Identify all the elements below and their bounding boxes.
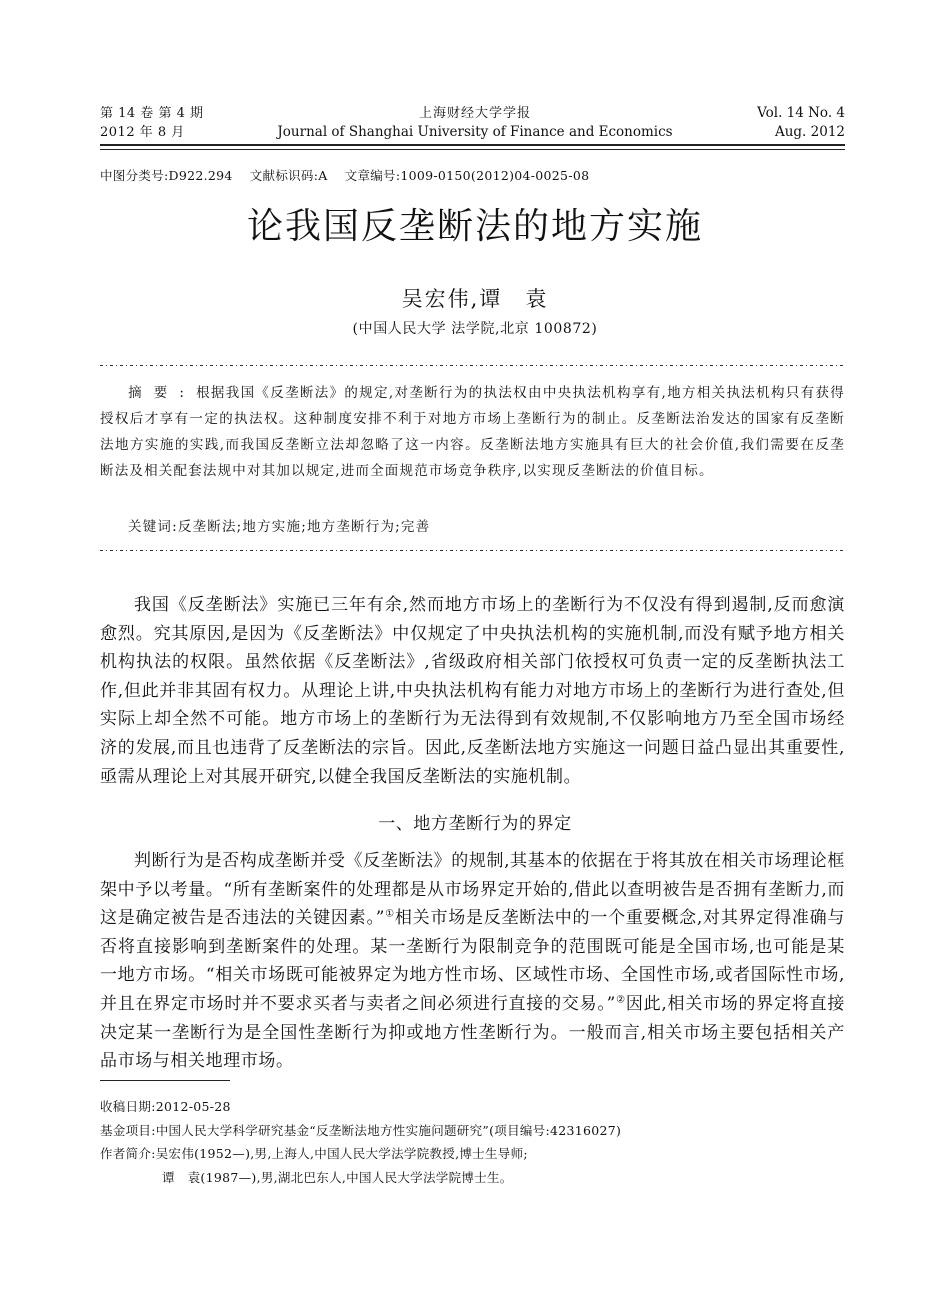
header-journal-cn: 上海财经大学学报	[418, 106, 531, 121]
header-center	[250, 104, 700, 142]
footnote-fund: 基金项目:中国人民大学科学研究基金“反垄断法地方性实施问题研究”(项目编号:42316027)	[100, 1122, 622, 1138]
header-volume: 第 14 卷 第 4 期	[100, 106, 204, 121]
abstract-top-divider	[100, 362, 845, 368]
footnote-divider	[100, 1080, 230, 1081]
body-paragraph-2-part-c: 因此,相关市场的界定将直接决定某一垄断行为是全国性垄断行为抑或地方性垄断行为。一般而言,相关市场主要包括相关产品市场与相关地理市场。	[100, 993, 845, 1072]
abstract	[100, 380, 845, 484]
header-rule-thin	[100, 149, 845, 150]
body-paragraph-1: 我国《反垄断法》实施已三年有余,然而地方市场上的垄断行为不仅没有得到遏制,反而愈演愈烈。究其原因,是因为《反垄断法》中仅规定了中央执法机构的实施机制,而没有赋予地方相关机构执法的权限。虽然依据《反垄断法》,省级政府相关部门依授权可负责一定的反垄断执法工作,但此并非其固有权力。从理论上讲,中央执法机构有能力对地方市场上的垄断行为进行查处,但实际上却全然不可能。地方市场上的垄断行为无法得到有效规制,不仅影响地方乃至全国市场经济的发展,而且也违背了反垄断法的宗旨。因此,反垄断法地方实施这一问题日益凸显出其重要性,亟需从理论上对其展开研究,以健全我国反垄断法的实施机制。	[100, 595, 845, 787]
header-month: Aug. 2012	[774, 124, 845, 140]
body-section-1	[100, 847, 845, 1076]
keywords-text: 反垄断法;地方实施;地方垄断行为;完善	[177, 519, 431, 535]
abstract-text: 根据我国《反垄断法》的规定,对垄断行为的执法权由中央执法机构享有,地方相关执法机构只有获得授权后才享有一定的执法权。这种制度安排不利于对地方市场上垄断行为的制止。反垄断法治发达的国家有反垄断法地方实施的实践,而我国反垄断立法却忽略了这一内容。反垄断法地方实施具有巨大的社会价值,我们需要在反垄断法及相关配套法规中对其加以规定,进而全面规范市场竞争秩序,以实现反垄断法的价值目标。	[100, 385, 845, 479]
authors: 吴宏伟,谭 袁	[401, 287, 549, 311]
section-heading-1: 一、地方垄断行为的界定	[378, 814, 572, 834]
classification-line: 中图分类号:D922.294 文献标识码:A 文章编号:1009-0150(2012)04-0025-08	[100, 168, 590, 183]
abstract-bottom-divider	[100, 547, 845, 553]
keywords	[100, 514, 845, 540]
body-paragraph-2-part-b: 相关市场是反垄断法中的一个重要概念,对其界定得准确与否将直接影响到垄断案件的处理。某一垄断行为限制竞争的范围既可能是全国市场,也可能是某一地方市场。“相关市场既可能被界定为地方性市场、区域性市场、全国性市场,或者国际性市场,并且在界定市场时并不要求买者与卖者之间必须进行直接的交易。”	[100, 908, 846, 1014]
abstract-label: 摘要:	[128, 385, 196, 401]
body-paragraph-2-part-a: 判断行为是否构成垄断并受《反垄断法》的规制,其基本的依据在于将其放在相关市场理论框架中予以考量。“所有垄断案件的处理都是从市场界定开始的,借此以查明被告是否拥有垄断力,而这是确定被告是否违法的关键因素。”	[100, 851, 845, 929]
header-vol-no: Vol. 14 No. 4	[757, 105, 845, 121]
footnotes	[100, 1095, 845, 1189]
footnote-author-label: 作者简介:	[100, 1146, 156, 1161]
header-left	[100, 104, 203, 142]
footnote-received: 收稿日期:2012-05-28	[100, 1099, 231, 1114]
body-paragraph-2	[100, 847, 845, 1076]
header-rule-thick	[100, 144, 845, 146]
footnote-author-2: 谭 袁(1987—),男,湖北巴东人,中国人民大学法学院博士生。	[162, 1169, 513, 1185]
footnote-ref-1: ①	[385, 908, 395, 920]
body-intro	[100, 591, 845, 791]
affiliation: (中国人民大学 法学院,北京 100872)	[352, 321, 598, 337]
keywords-label: 关键词:	[128, 519, 178, 535]
header-journal-en: Journal of Shanghai University of Finance and Economics	[277, 124, 673, 140]
footnote-author-1-line	[100, 1142, 845, 1166]
footnote-ref-2: ②	[615, 994, 626, 1006]
footnote-author-1: 吴宏伟(1952—),男,上海人,中国人民大学法学院教授,博士生导师;	[155, 1146, 528, 1161]
header-date: 2012 年 8 月	[100, 125, 185, 140]
header-right	[757, 104, 845, 142]
article-title: 论我国反垄断法的地方实施	[246, 206, 703, 247]
